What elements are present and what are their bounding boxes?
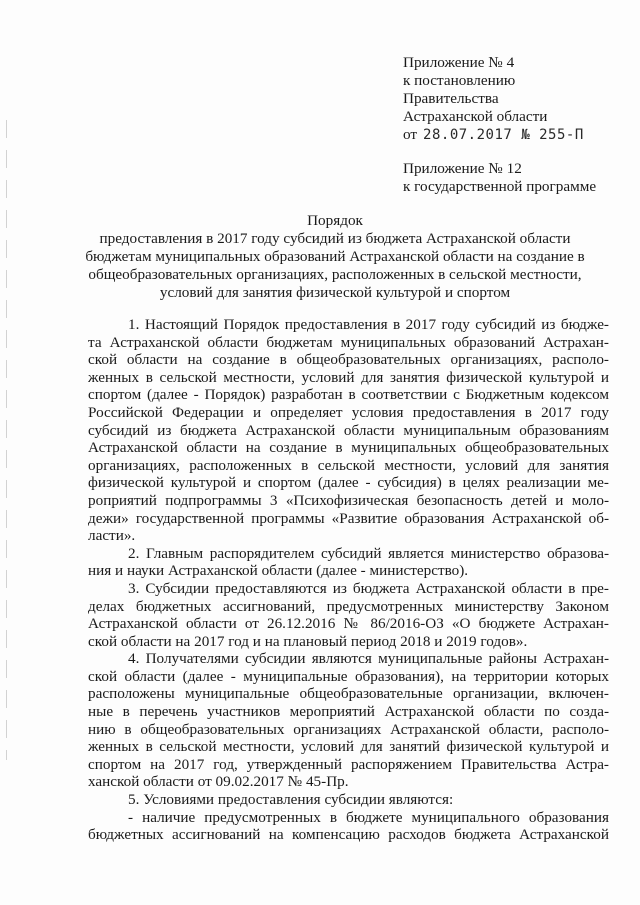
date-prefix: от: [403, 126, 418, 143]
body-line: 1. Настоящий Порядок предоставления в 2017 году субсидий из бюдже-: [128, 316, 609, 333]
body-line: организациях, расположенных в сельской местности, условий для занятия: [88, 456, 609, 474]
scan-edge-artifact: [6, 120, 7, 760]
title-line: бюджетам муниципальных образований Астраханской области на создание в: [85, 248, 585, 265]
body-line: та Астраханской области бюджетам муниципальных образований Астрахан-: [88, 333, 609, 351]
appendix-4-line: Приложение № 4: [403, 54, 515, 71]
body-line: дежи» государственной программы «Развитие образования Астраханской об-: [88, 509, 609, 527]
appendix-12-line: Приложение № 12: [403, 160, 522, 177]
handwritten-date-number: 28.07.2017 № 255-П: [423, 127, 584, 143]
appendix-4-line: к постановлению: [403, 72, 516, 89]
body-line: физической культурой и спортом (далее - субсидия) в целях реализации ме-: [88, 474, 609, 492]
appendix-12-line: к государственной программе: [403, 178, 597, 195]
body-line: 5. Условиями предоставления субсидии являются:: [128, 791, 454, 809]
body-line: Астраханской области от 26.12.2016 № 86/2016-ОЗ «О бюджете Астрахан-: [88, 615, 609, 633]
body-line: женных в сельской местности, условий для занятия физической культурой и: [88, 368, 609, 386]
body-line: расположены муниципальные общеобразовательные организации, включен-: [88, 685, 609, 703]
body-line: - наличие предусмотренных в бюджете муниципального образования: [128, 808, 609, 826]
body-line: спортом (далее - Порядок) разработан в соответствии с Бюджетным кодексом: [88, 386, 609, 404]
appendix-4-date-line: [403, 126, 633, 144]
body-line: женных в сельской местности, условий для занятий физической культурой и: [88, 738, 609, 756]
body-line: бюджетных ассигнований на компенсацию расходов бюджета Астраханской: [88, 826, 609, 844]
body-line: Российской Федерации и определяет условия предоставления в 2017 году: [88, 403, 609, 421]
document-title: [70, 212, 600, 302]
body-line: ласти».: [88, 527, 136, 545]
body-line: 2. Главным распорядителем субсидий является министерство образова-: [128, 544, 609, 562]
appendix-12-header: [403, 160, 633, 196]
body-line: субсидий из бюджета Астраханской области муниципальным образованиям: [88, 421, 609, 439]
body-line: нию в общеобразовательных организациях Астраханской области, располо-: [88, 720, 609, 738]
body-line: роприятий подпрограммы 3 «Психофизическая безопасность детей и моло-: [88, 491, 609, 509]
body-line: 4. Получателями субсидии являются муниципальные районы Астрахан-: [128, 650, 609, 668]
body-line: ханской области от 09.02.2017 № 45-Пр.: [88, 773, 349, 791]
body-line: Астраханской области на создание в муниципальных общеобразовательных: [88, 439, 609, 457]
body-line: ния и науки Астраханской области (далее - министерство).: [88, 562, 469, 580]
title-line: предоставления в 2017 году субсидий из бюджета Астраханской области: [99, 230, 571, 247]
body-line: ные в перечень участников мероприятий Астраханской области по созда-: [88, 703, 609, 721]
title-line: общеобразовательных организациях, расположенных в сельской местности,: [88, 266, 582, 283]
body-line: ской области на 2017 год и на плановый период 2018 и 2019 годов».: [88, 632, 528, 650]
title-line: Порядок: [307, 212, 363, 229]
title-line: условий для занятия физической культурой и спортом: [159, 284, 511, 301]
body-line: спортом на 2017 год, утвержденный распоряжением Правительства Астра-: [88, 755, 609, 773]
document-body: [88, 316, 609, 844]
body-line: делах бюджетных ассигнований, предусмотренных министерству Законом: [88, 597, 609, 615]
body-line: ской области на создание в общеобразовательных организациях, располо-: [88, 351, 609, 369]
body-line: 3. Субсидии предоставляются из бюджета Астраханской области в пре-: [128, 579, 609, 597]
appendix-4-header: [403, 54, 633, 144]
body-line: ской области (далее - муниципальные образования), на территории которых: [88, 667, 609, 685]
appendix-4-line: Астраханской области: [403, 108, 548, 125]
appendix-4-line: Правительства: [403, 90, 499, 107]
